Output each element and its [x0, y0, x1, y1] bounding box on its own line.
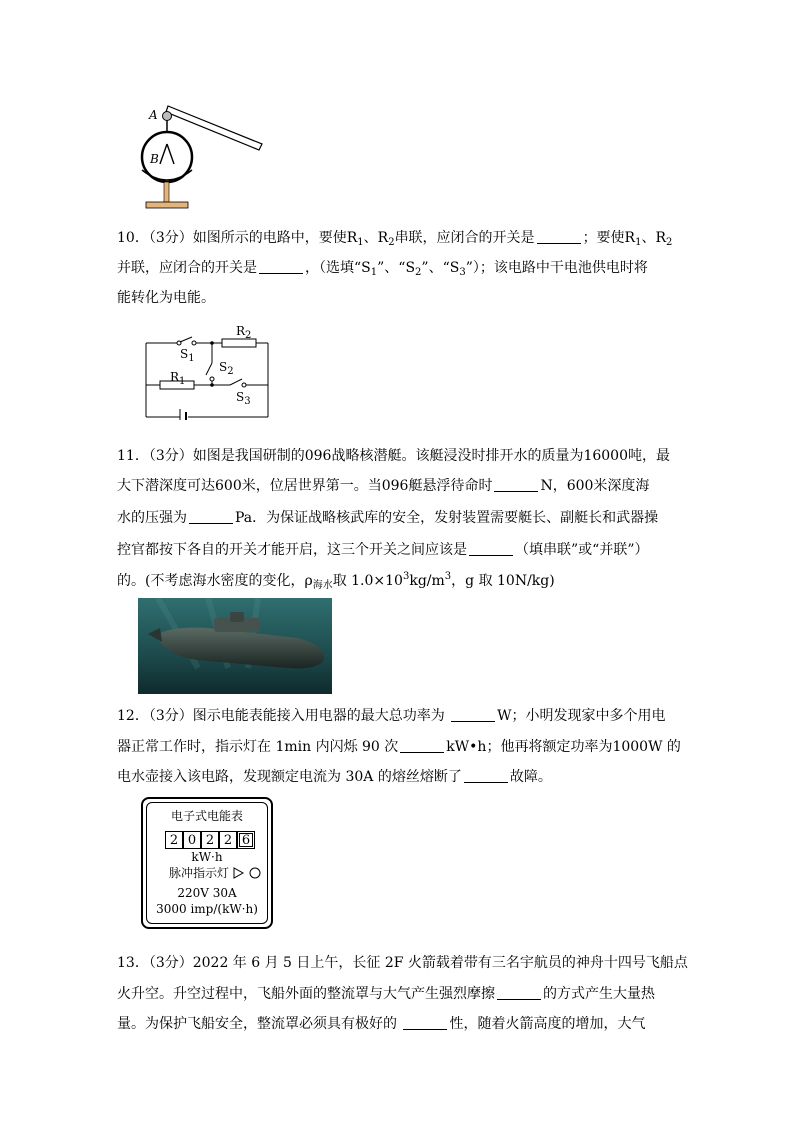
- energy-meter: [141, 797, 273, 929]
- electroscope-label-a: A: [149, 108, 158, 122]
- answer-blank[interactable]: [189, 509, 233, 524]
- answer-blank[interactable]: [403, 1015, 447, 1030]
- meter-digit: 0: [183, 831, 201, 849]
- circuit-label-s2: $S_2$: [219, 360, 234, 377]
- answer-blank[interactable]: [497, 985, 541, 1000]
- indicator-lamp-icon: [233, 867, 263, 879]
- answer-blank[interactable]: [451, 707, 495, 722]
- meter-imp: 3000 imp/(kW·h): [156, 902, 258, 916]
- meter-rating: 220V 30A: [177, 886, 237, 900]
- meter-unit: kW·h: [191, 850, 223, 864]
- answer-blank[interactable]: [400, 738, 444, 753]
- answer-blank[interactable]: [494, 477, 538, 492]
- meter-digit: 2: [165, 831, 183, 849]
- circuit-diagram: [140, 325, 280, 420]
- circuit-label-s3: $S_3$: [236, 390, 251, 407]
- circuit-label-s1: $S_1$: [180, 347, 195, 364]
- meter-digit: 2: [219, 831, 237, 849]
- answer-blank[interactable]: [537, 229, 581, 244]
- circuit-label-r2: $R_2$: [236, 324, 252, 341]
- meter-digit: 2: [201, 831, 219, 849]
- meter-indicator: 脉冲指示灯: [169, 866, 289, 880]
- answer-blank[interactable]: [469, 541, 513, 556]
- meter-digits: [165, 831, 255, 849]
- meter-title: 电子式电能表: [170, 809, 243, 823]
- submarine-photo: [138, 598, 332, 694]
- answer-blank[interactable]: [259, 259, 303, 274]
- circuit-label-r1: $R_1$: [170, 370, 186, 387]
- electroscope-label-b: B: [150, 152, 159, 166]
- meter-digit: 6: [237, 831, 255, 849]
- answer-blank[interactable]: [464, 768, 508, 783]
